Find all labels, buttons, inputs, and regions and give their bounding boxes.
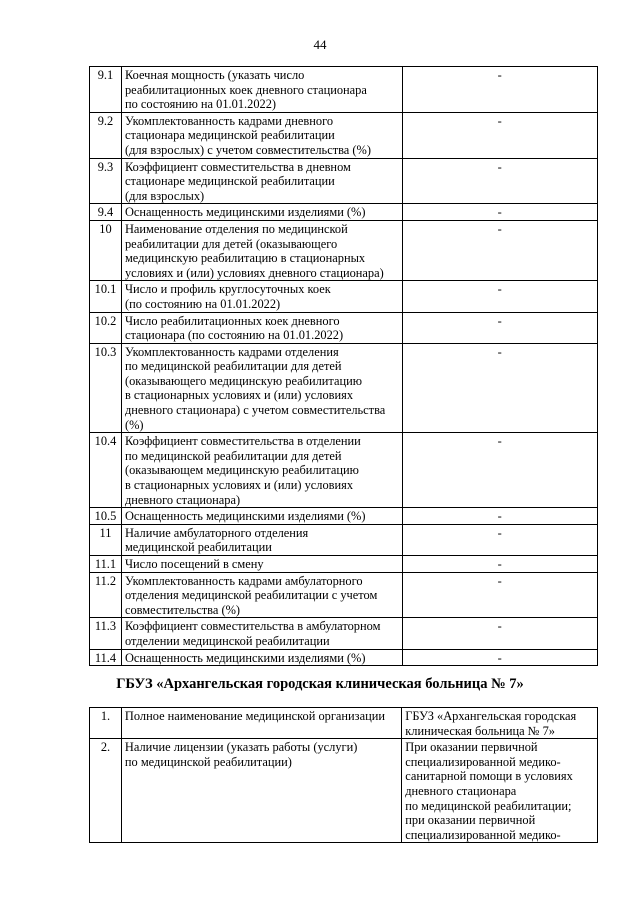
row-number: 10.2 <box>90 312 122 343</box>
table-row <box>90 158 598 204</box>
row-description: Число и профиль круглосуточных коек (по состоянию на 01.01.2022) <box>121 281 402 312</box>
row-number: 10.3 <box>90 343 122 433</box>
table-row <box>90 618 598 649</box>
row-value: - <box>402 281 598 312</box>
table-row <box>90 312 598 343</box>
table-row <box>90 572 598 618</box>
row-description: Коэффициент совместительства в дневном стационаре медицинской реабилитации (для взрослых) <box>121 158 402 204</box>
page-number: 44 <box>313 37 327 52</box>
table-row <box>90 524 598 555</box>
table-row <box>90 708 598 739</box>
row-number: 2. <box>90 739 122 843</box>
table-row <box>90 433 598 508</box>
row-value: - <box>402 343 598 433</box>
row-value: - <box>402 508 598 525</box>
row-description: Оснащенность медицинскими изделиями (%) <box>121 204 402 221</box>
row-value: - <box>402 220 598 280</box>
table-body <box>90 708 598 843</box>
table-row <box>90 67 598 113</box>
table-row <box>90 281 598 312</box>
row-description: Наименование отделения по медицинской реабилитации для детей (оказывающего медицинскую реабилитацию в стационарных условиях и (или) условиях дневного стационара) <box>121 220 402 280</box>
row-value: - <box>402 67 598 113</box>
row-number: 10.4 <box>90 433 122 508</box>
row-description: Число реабилитационных коек дневного стационара (по состоянию на 01.01.2022) <box>121 312 402 343</box>
row-value: - <box>402 556 598 573</box>
row-description: Коэффициент совместительства в амбулаторном отделении медицинской реабилитации <box>121 618 402 649</box>
row-value: - <box>402 572 598 618</box>
row-number: 10.5 <box>90 508 122 525</box>
row-description: Укомплектованность кадрами отделения по медицинской реабилитации для детей (оказывающего медицинскую реабилитацию в стационарных условиях и (или) условиях дневного стационара) с учетом совместительства (%) <box>121 343 402 433</box>
row-value: - <box>402 524 598 555</box>
row-number: 9.3 <box>90 158 122 204</box>
row-number: 11.3 <box>90 618 122 649</box>
row-value: - <box>402 204 598 221</box>
row-value: При оказании первичной специализированной медико- санитарной помощи в условиях дневного стационара по медицинской реабилитации; при оказании первичной специализированной медико- <box>402 739 598 843</box>
row-number: 10.1 <box>90 281 122 312</box>
row-value: - <box>402 433 598 508</box>
hospital-info-table <box>89 707 598 843</box>
table-body <box>90 67 598 666</box>
row-description: Полное наименование медицинской организации <box>121 708 401 739</box>
row-number: 11.2 <box>90 572 122 618</box>
row-description: Наличие амбулаторного отделения медицинской реабилитации <box>121 524 402 555</box>
table-row <box>90 556 598 573</box>
row-description: Оснащенность медицинскими изделиями (%) <box>121 508 402 525</box>
row-number: 9.2 <box>90 112 122 158</box>
row-description: Наличие лицензии (указать работы (услуги) по медицинской реабилитации) <box>121 739 401 843</box>
table-row <box>90 204 598 221</box>
table-row <box>90 649 598 666</box>
row-description: Укомплектованность кадрами дневного стационара медицинской реабилитации (для взрослых) с учетом совместительства (%) <box>121 112 402 158</box>
row-value: - <box>402 649 598 666</box>
row-number: 9.1 <box>90 67 122 113</box>
rehabilitation-indicators-table <box>89 66 598 666</box>
row-number: 11.4 <box>90 649 122 666</box>
hospital-heading: ГБУЗ «Архангельская городская клиническая больница № 7» <box>116 676 524 692</box>
row-description: Число посещений в смену <box>121 556 402 573</box>
table-row <box>90 220 598 280</box>
table-row <box>90 112 598 158</box>
row-number: 9.4 <box>90 204 122 221</box>
row-value: - <box>402 618 598 649</box>
row-description: Оснащенность медицинскими изделиями (%) <box>121 649 402 666</box>
table-row <box>90 343 598 433</box>
row-number: 1. <box>90 708 122 739</box>
row-value: ГБУЗ «Архангельская городская клиническая больница № 7» <box>402 708 598 739</box>
row-number: 10 <box>90 220 122 280</box>
row-number: 11.1 <box>90 556 122 573</box>
table-row <box>90 739 598 843</box>
row-description: Укомплектованность кадрами амбулаторного отделения медицинской реабилитации с учетом совместительства (%) <box>121 572 402 618</box>
row-description: Коэффициент совместительства в отделении по медицинской реабилитации для детей (оказывающем медицинскую реабилитацию в стационарных условиях и (или) условиях дневного стационара) <box>121 433 402 508</box>
row-description: Коечная мощность (указать число реабилитационных коек дневного стационара по состоянию на 01.01.2022) <box>121 67 402 113</box>
row-value: - <box>402 158 598 204</box>
row-value: - <box>402 312 598 343</box>
row-value: - <box>402 112 598 158</box>
row-number: 11 <box>90 524 122 555</box>
table-row <box>90 508 598 525</box>
